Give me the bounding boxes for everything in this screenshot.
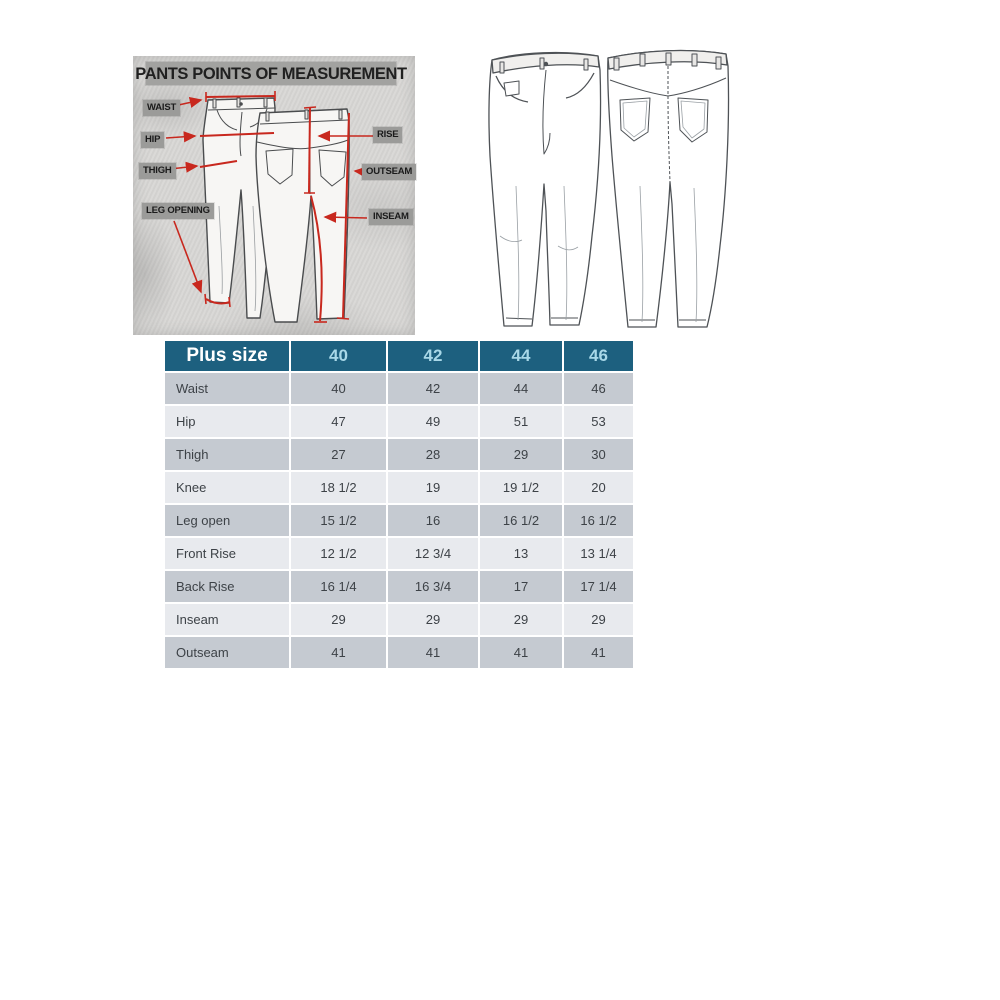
size-cell: 42 bbox=[388, 373, 478, 404]
size-cell: 41 bbox=[480, 637, 562, 668]
row-label: Thigh bbox=[165, 439, 289, 470]
size-cell: 29 bbox=[388, 604, 478, 635]
size-cell: 16 1/4 bbox=[291, 571, 386, 602]
size-cell: 29 bbox=[564, 604, 633, 635]
size-cell: 46 bbox=[564, 373, 633, 404]
thigh-label: THIGH bbox=[139, 163, 176, 179]
size-cell: 27 bbox=[291, 439, 386, 470]
row-label: Outseam bbox=[165, 637, 289, 668]
size-cell: 51 bbox=[480, 406, 562, 437]
size-cell: 29 bbox=[480, 604, 562, 635]
size-column-header: 44 bbox=[480, 341, 562, 371]
size-cell: 16 3/4 bbox=[388, 571, 478, 602]
size-cell: 41 bbox=[291, 637, 386, 668]
size-cell: 47 bbox=[291, 406, 386, 437]
size-cell: 44 bbox=[480, 373, 562, 404]
pants-back-flat bbox=[608, 51, 729, 327]
row-label: Inseam bbox=[165, 604, 289, 635]
measurement-diagram-panel bbox=[133, 56, 415, 335]
pants-measurement-sketch bbox=[133, 56, 415, 335]
row-label: Leg open bbox=[165, 505, 289, 536]
sketch-pants-back bbox=[256, 109, 349, 322]
size-cell: 17 1/4 bbox=[564, 571, 633, 602]
outseam-label: OUTSEAM bbox=[362, 164, 416, 180]
row-label: Hip bbox=[165, 406, 289, 437]
leg-opening-label: LEG OPENING bbox=[142, 203, 214, 219]
waist-label: WAIST bbox=[143, 100, 180, 116]
size-cell: 16 1/2 bbox=[480, 505, 562, 536]
size-column-header: 46 bbox=[564, 341, 633, 371]
size-cell: 19 1/2 bbox=[480, 472, 562, 503]
pants-front-flat bbox=[489, 53, 601, 326]
size-cell: 12 3/4 bbox=[388, 538, 478, 569]
size-cell: 12 1/2 bbox=[291, 538, 386, 569]
size-cell: 13 1/4 bbox=[564, 538, 633, 569]
size-cell: 41 bbox=[388, 637, 478, 668]
row-label: Knee bbox=[165, 472, 289, 503]
size-cell: 18 1/2 bbox=[291, 472, 386, 503]
size-cell: 49 bbox=[388, 406, 478, 437]
size-cell: 13 bbox=[480, 538, 562, 569]
rise-label: RISE bbox=[373, 127, 402, 143]
size-cell: 16 bbox=[388, 505, 478, 536]
size-column-header: 42 bbox=[388, 341, 478, 371]
row-label: Waist bbox=[165, 373, 289, 404]
diagram-title: PANTS POINTS OF MEASUREMENT bbox=[146, 62, 396, 85]
row-label: Back Rise bbox=[165, 571, 289, 602]
row-label: Front Rise bbox=[165, 538, 289, 569]
size-cell: 16 1/2 bbox=[564, 505, 633, 536]
size-cell: 19 bbox=[388, 472, 478, 503]
size-cell: 30 bbox=[564, 439, 633, 470]
size-cell: 41 bbox=[564, 637, 633, 668]
size-cell: 53 bbox=[564, 406, 633, 437]
size-cell: 29 bbox=[291, 604, 386, 635]
size-column-header: 40 bbox=[291, 341, 386, 371]
size-cell: 20 bbox=[564, 472, 633, 503]
inseam-label: INSEAM bbox=[369, 209, 413, 225]
size-cell: 40 bbox=[291, 373, 386, 404]
size-cell: 15 1/2 bbox=[291, 505, 386, 536]
pants-technical-flats bbox=[480, 36, 736, 338]
size-cell: 17 bbox=[480, 571, 562, 602]
size-cell: 29 bbox=[480, 439, 562, 470]
size-cell: 28 bbox=[388, 439, 478, 470]
size-table bbox=[165, 341, 633, 668]
hip-label: HIP bbox=[141, 132, 164, 148]
table-corner-header: Plus size bbox=[165, 341, 289, 371]
